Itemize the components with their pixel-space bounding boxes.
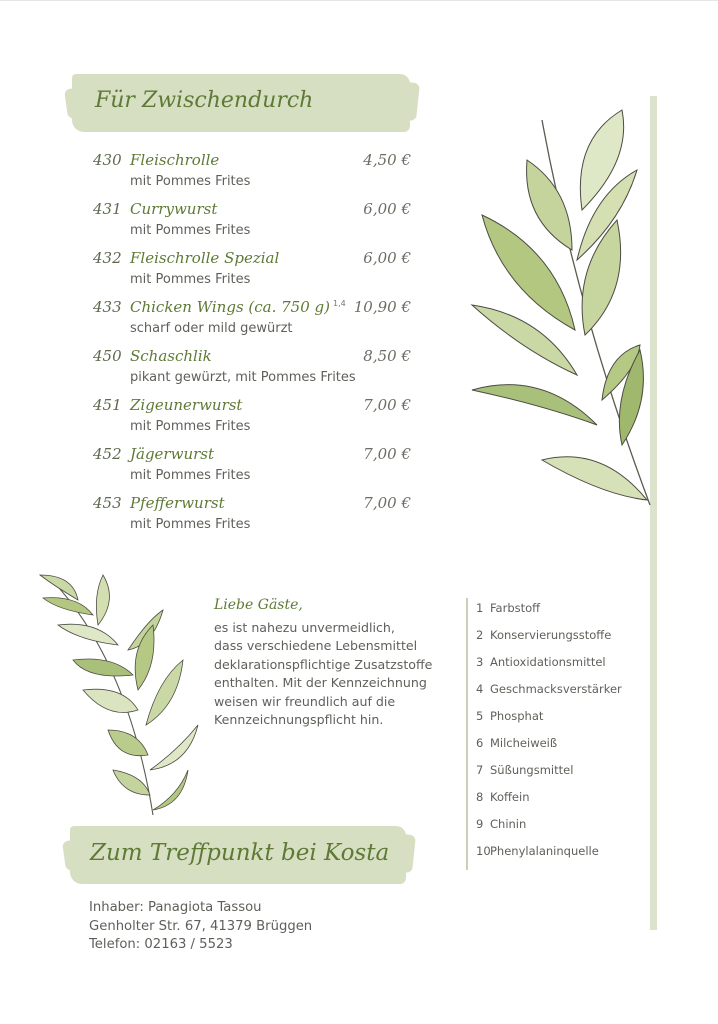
item-description: mit Pommes Frites (130, 419, 251, 434)
item-number: 450 (93, 347, 122, 365)
item-price: 4,50 € (363, 151, 411, 169)
legend-item: 6 Milcheiweiß (476, 736, 558, 750)
menu-list (93, 148, 413, 540)
legend-divider (466, 598, 468, 870)
owner-name: Inhaber: Panagiota Tassou (89, 900, 262, 915)
item-name: Pfefferwurst (130, 494, 225, 512)
item-price: 6,00 € (363, 249, 411, 267)
item-number: 431 (93, 200, 122, 218)
notice-line: deklarationspflichtige Zusatzstoffe (214, 656, 433, 672)
menu-item (93, 197, 413, 246)
page-top-rule (0, 0, 718, 1)
notice-line: Kennzeichnungspflicht hin. (214, 712, 384, 728)
notice-text (214, 619, 454, 729)
owner-address: Genholter Str. 67, 41379 Brüggen (89, 918, 313, 934)
item-description: mit Pommes Frites (130, 517, 251, 532)
owner-phone: Telefon: 02163 / 5523 (89, 937, 233, 952)
item-description: mit Pommes Frites (130, 468, 251, 483)
legend-item: 4 Geschmacksverstärker (476, 682, 622, 696)
menu-item (93, 393, 413, 442)
item-number: 451 (93, 396, 122, 414)
allergen-marker: 1,4 (333, 299, 346, 308)
item-name: Zigeunerwurst (130, 396, 243, 414)
item-price: 10,90 € (353, 298, 411, 316)
menu-item (93, 295, 413, 344)
notice-line: weisen wir freundlich auf die (214, 693, 396, 709)
item-description: pikant gewürzt, mit Pommes Frites (130, 370, 356, 385)
legend-item: 8 Koffein (476, 790, 530, 804)
menu-item (93, 344, 413, 393)
item-name: Fleischrolle Spezial (130, 249, 280, 267)
menu-item (93, 246, 413, 295)
item-description: mit Pommes Frites (130, 174, 251, 189)
olive-branch-illustration-small (38, 570, 203, 825)
legend-item: 5 Phosphat (476, 709, 544, 723)
item-name: Jägerwurst (130, 445, 215, 463)
additives-legend (476, 601, 622, 871)
item-description: scharf oder mild gewürzt (130, 321, 293, 336)
item-number: 433 (93, 298, 122, 316)
legend-item: 10Phenylalaninquelle (476, 844, 599, 858)
notice-line: es ist nahezu unvermeidlich, (214, 620, 395, 635)
menu-item (93, 442, 413, 491)
item-number: 430 (93, 151, 122, 169)
item-price: 8,50 € (363, 347, 411, 365)
owner-info (89, 899, 312, 955)
notice-line: enthalten. Mit der Kennzeichnung (214, 675, 427, 691)
legend-item: 2 Konservierungsstoffe (476, 628, 612, 642)
notice-title: Liebe Gäste, (214, 597, 303, 613)
legend-item: 7 Süßungsmittel (476, 763, 574, 777)
guest-notice (214, 597, 454, 729)
item-price: 7,00 € (363, 396, 411, 414)
item-description: mit Pommes Frites (130, 223, 251, 238)
item-price: 7,00 € (363, 445, 411, 463)
item-name: Fleischrolle (130, 151, 220, 169)
item-name: Schaschlik (130, 347, 212, 365)
item-name: Currywurst (130, 200, 218, 218)
legend-item: 9 Chinin (476, 817, 527, 831)
restaurant-title: Zum Treffpunkt bei Kosta (90, 840, 390, 866)
notice-line: dass verschiedene Lebensmittel (214, 638, 418, 654)
item-number: 432 (93, 249, 122, 267)
section-title-snacks: Für Zwischendurch (95, 88, 314, 113)
menu-item (93, 491, 413, 540)
legend-item: 1 Farbstoff (476, 601, 541, 615)
legend-item: 3 Antioxidationsmittel (476, 655, 606, 669)
item-price: 7,00 € (363, 494, 411, 512)
menu-item (93, 148, 413, 197)
item-description: mit Pommes Frites (130, 272, 251, 287)
item-number: 452 (93, 445, 122, 463)
item-number: 453 (93, 494, 122, 512)
olive-branch-illustration-large (462, 100, 662, 520)
item-name: Chicken Wings (ca. 750 g) $^{1,4}$ (130, 298, 346, 316)
item-price: 6,00 € (363, 200, 411, 218)
